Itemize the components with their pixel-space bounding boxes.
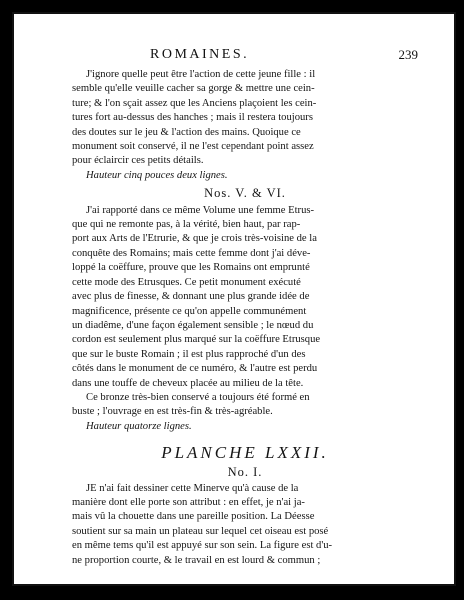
text-line: ne proportion courte, & le travail en est lourd & commun ; <box>72 554 321 566</box>
text-line: magnificence, présente ce qu'on appelle communément <box>72 305 307 317</box>
section-heading: Nos. V. & VI. <box>204 186 286 201</box>
text-line: Ce bronze très-bien conservé a toujours été formé en <box>86 391 310 403</box>
text-line: des doutes sur le jeu & l'action des mains. Quoique ce <box>72 126 301 138</box>
text-line: loppé la coëffure, prouve que les Romains ont emprunté <box>72 262 310 274</box>
text-line: cordon est seulement plus marqué sur la coëffure Etrusque <box>72 334 321 346</box>
text-line: mais vû la chouette dans une pareille position. La Déesse <box>72 511 315 523</box>
plate-item-number: No. I. <box>227 465 263 480</box>
section-1-paragraph <box>72 68 418 169</box>
text-line: manière dont elle porte son attribut : en effet, je n'ai ja- <box>72 496 305 508</box>
text-line: pour éclaircir ces petits détails. <box>72 155 204 167</box>
page-text <box>72 48 418 568</box>
text-line: JE n'ai fait dessiner cette Minerve qu'à cause de la <box>86 482 299 494</box>
text-line: avec plus de finesse, & donnant une plus grande idée de <box>72 291 310 303</box>
page-number: 239 <box>398 47 418 62</box>
page-header <box>72 48 418 68</box>
book-page <box>12 12 456 586</box>
text-line: J'ignore quelle peut être l'action de cette jeune fille : il <box>86 69 316 80</box>
text-line: tures fort au-dessus des hanches ; mais il restera toujours <box>72 112 313 124</box>
text-line: buste ; l'ouvrage en est très-fin & très-agréable. <box>72 406 273 418</box>
text-line: que sur le buste Romain ; il est plus rapproché d'un des <box>72 348 306 360</box>
text-line: côtés dans le monument de ce numéro, & l'autre est perdu <box>72 363 318 375</box>
plate-title: PLANCHE LXXII. <box>161 443 329 463</box>
text-line: monument soit conservé, il ne l'est cependant point assez <box>72 141 314 153</box>
dimension-note: Hauteur quatorze lignes. <box>86 420 192 432</box>
text-line: dans une touffe de cheveux placée au milieu de la tête. <box>72 377 304 389</box>
text-line: que qui ne remonte pas, à la vérité, bien haut, par rap- <box>72 219 301 231</box>
text-line: en même tems qu'il est appuyé sur son sein. La figure est d'u- <box>72 540 333 552</box>
text-line: J'ai rapporté dans ce même Volume une femme Etrus- <box>86 204 315 216</box>
plate-paragraph <box>72 482 418 568</box>
text-line: conquête des Romains; mais cette femme dont j'ai déve- <box>72 247 311 259</box>
section-2-paragraph <box>72 204 418 391</box>
text-line: ture; & l'on sçait assez que les Anciens plaçoient les cein- <box>72 97 317 109</box>
text-line: un diadême, d'une façon également sensible ; le nœud du <box>72 319 314 331</box>
running-head: ROMAINES. <box>150 47 250 62</box>
dimension-note: Hauteur cinq pouces deux lignes. <box>86 169 228 181</box>
section-2-paragraph-2 <box>72 391 418 420</box>
text-line: semble qu'elle veuille cacher sa gorge & mettre une cein- <box>72 83 315 95</box>
text-line: port aux Arts de l'Etrurie, & que je crois très-voisine de la <box>72 233 317 245</box>
text-line: cette mode des Etrusques. Ce petit monument exécuté <box>72 276 301 288</box>
text-line: soutient sur sa main un plateau sur lequel cet oiseau est posé <box>72 525 329 537</box>
